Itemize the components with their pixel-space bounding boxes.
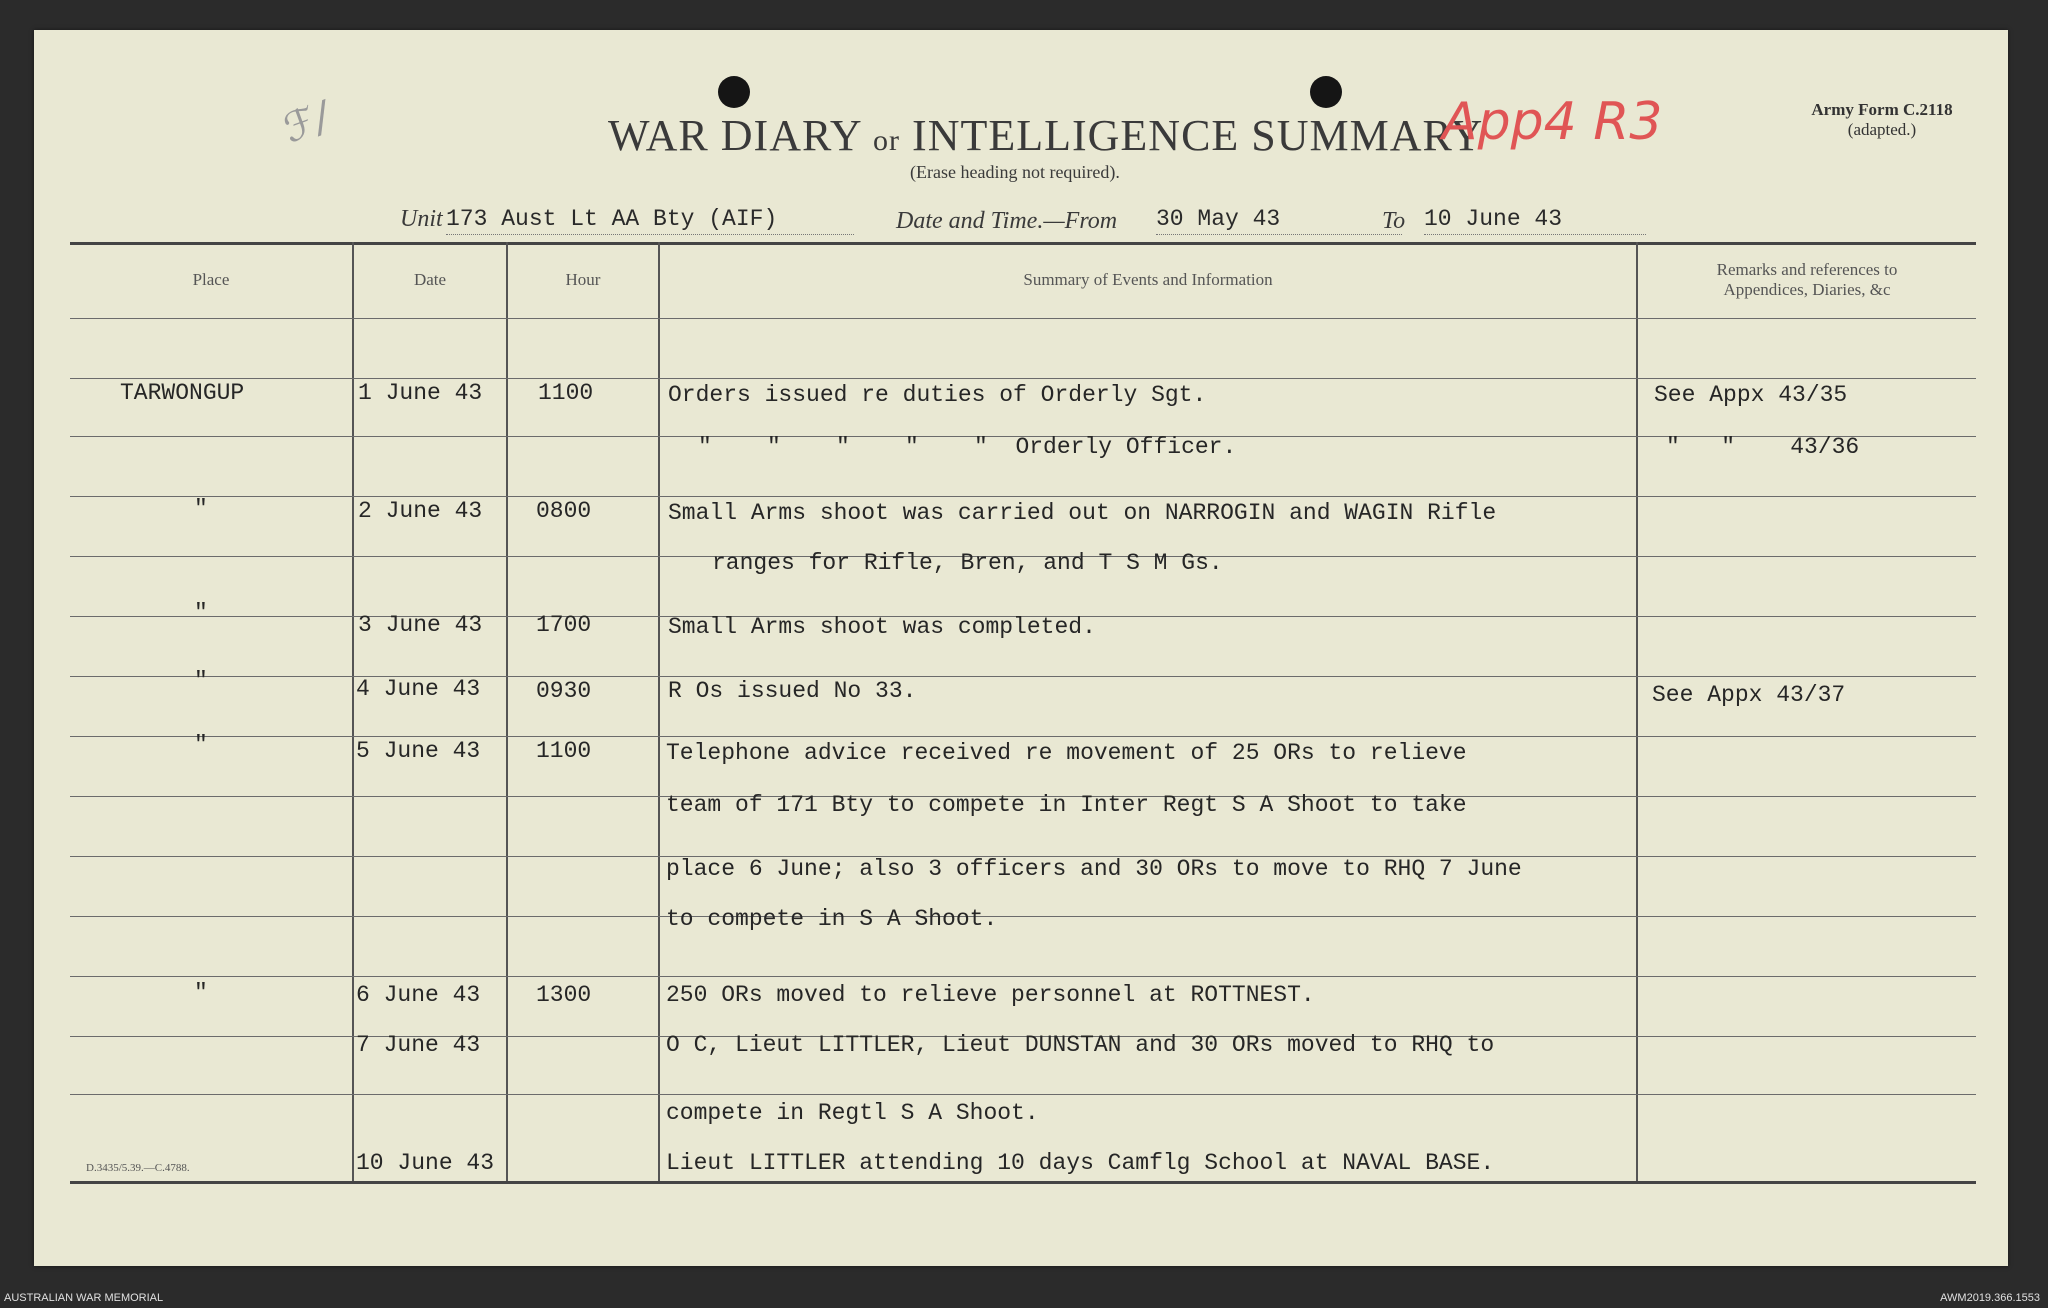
date-from-value: 30 May 43 [1156, 206, 1402, 235]
cell-summary: place 6 June; also 3 officers and 30 ORs to move to RHQ 7 June [666, 856, 1522, 882]
row-rule [70, 378, 1976, 379]
column-divider [1636, 242, 1638, 1184]
archive-credit: AUSTRALIAN WAR MEMORIAL [4, 1292, 164, 1304]
cell-date: 7 June 43 [356, 1032, 481, 1058]
print-code: D.3435/5.39.—C.4788. [86, 1162, 190, 1174]
cell-place: " [194, 600, 208, 626]
cell-summary: Lieut LITTLER attending 10 days Camflg School at NAVAL BASE. [666, 1150, 1495, 1176]
cell-date: 3 June 43 [358, 612, 483, 638]
cell-place: " [194, 496, 208, 522]
cell-date: 1 June 43 [358, 380, 483, 406]
column-header-hour: Hour [565, 270, 601, 289]
column-divider [506, 242, 508, 1184]
cell-hour: 1100 [538, 380, 594, 406]
date-to-label: To [1382, 208, 1406, 234]
cell-summary: Small Arms shoot was carried out on NARROGIN and WAGIN Rifle [668, 500, 1497, 526]
punch-hole [718, 76, 750, 108]
cell-date: 2 June 43 [358, 498, 483, 524]
cell-summary: team of 171 Bty to compete in Inter Regt S A Shoot to take [666, 792, 1467, 818]
cell-place: TARWONGUP [120, 380, 245, 406]
cell-place: " [194, 668, 208, 694]
column-header-place: Place [192, 270, 230, 289]
cell-place: " [194, 732, 208, 758]
cell-summary: " " " " " Orderly Officer. [698, 434, 1237, 460]
column-divider [658, 242, 660, 1184]
cell-summary: Orders issued re duties of Orderly Sgt. [668, 382, 1207, 408]
cell-summary: compete in Regtl S A Shoot. [666, 1100, 1039, 1126]
cell-summary: Telephone advice received re movement of 25 ORs to relieve [666, 740, 1467, 766]
cell-remarks: See Appx 43/35 [1654, 382, 1848, 408]
cell-date: 6 June 43 [356, 982, 481, 1008]
page-subtitle: (Erase heading not required). [910, 162, 1120, 182]
title-intelligence-summary: INTELLIGENCE SUMMARY [912, 111, 1484, 160]
column-header-date: Date [413, 270, 447, 289]
cell-summary: 250 ORs moved to relieve personnel at ROTTNEST. [666, 982, 1315, 1008]
date-from-label: Date and Time.—From [896, 208, 1118, 234]
cell-remarks: See Appx 43/37 [1652, 682, 1846, 708]
archive-accession-number: AWM2019.366.1553 [1940, 1292, 2040, 1304]
diary-table [70, 242, 1976, 1184]
cell-hour: 1100 [536, 738, 592, 764]
cell-hour: 0800 [536, 498, 592, 524]
remarks-header-line1: Remarks and references to [1716, 260, 1898, 279]
page-title [608, 110, 1483, 161]
unit-label: Unit [400, 206, 443, 232]
cell-date: 5 June 43 [356, 738, 481, 764]
cell-summary: O C, Lieut LITTLER, Lieut DUNSTAN and 30 ORs moved to RHQ to [666, 1032, 1495, 1058]
remarks-header-line2: Appendices, Diaries, &c [1723, 280, 1891, 299]
cell-summary: to compete in S A Shoot. [666, 906, 998, 932]
cell-place: " [194, 980, 208, 1006]
cell-remarks: " " 43/36 [1666, 434, 1860, 460]
row-rule [70, 916, 1976, 917]
cell-summary: ranges for Rifle, Bren, and T S M Gs. [712, 550, 1223, 576]
punch-hole [1310, 76, 1342, 108]
table-bottom-rule [70, 1181, 1976, 1184]
army-form-number [1774, 100, 1990, 140]
row-rule [70, 496, 1976, 497]
column-divider [352, 242, 354, 1184]
diary-page [34, 30, 2008, 1266]
army-form-line1: Army Form C.2118 [1811, 100, 1953, 119]
cell-date: 4 June 43 [356, 676, 481, 702]
row-rule [70, 1094, 1976, 1095]
column-header-remarks [1638, 242, 1976, 318]
army-form-line2: (adapted.) [1847, 120, 1917, 139]
column-header-summary: Summary of Events and Information [1023, 270, 1273, 289]
title-or: or [873, 124, 901, 157]
handwritten-appendix-ref: App4 R3 [1442, 92, 1663, 152]
row-rule [70, 318, 1976, 319]
cell-hour: 0930 [536, 678, 592, 704]
unit-value: 173 Aust Lt AA Bty (AIF) [446, 206, 854, 235]
date-to-value: 10 June 43 [1424, 206, 1646, 235]
cell-date: 10 June 43 [356, 1150, 495, 1176]
cell-summary: Small Arms shoot was completed. [668, 614, 1096, 640]
cell-hour: 1700 [536, 612, 592, 638]
cell-summary: R Os issued No 33. [668, 678, 917, 704]
pencil-initials: ℱ/ [277, 93, 336, 153]
row-rule [70, 976, 1976, 977]
row-rule [70, 736, 1976, 737]
cell-hour: 1300 [536, 982, 592, 1008]
title-war-diary: WAR DIARY [608, 111, 862, 160]
